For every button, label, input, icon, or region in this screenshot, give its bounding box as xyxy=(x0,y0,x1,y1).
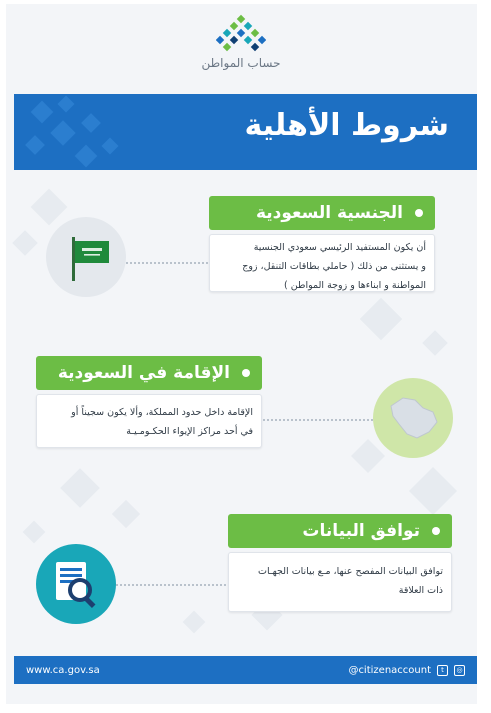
connector-dots xyxy=(126,262,208,264)
section-title-residency xyxy=(36,356,262,390)
social-handle[interactable]: @citizenaccount xyxy=(348,664,431,676)
card-line: و يستثنى من ذلك ( حاملي بطاقات التنقل، زوج xyxy=(242,261,426,272)
footer-bar xyxy=(14,656,477,684)
card-line: المواطنة و ابناءها و زوجة المواطن ) xyxy=(283,280,426,291)
section-title-text: الجنسية السعودية xyxy=(255,203,403,223)
connector-dots xyxy=(116,584,226,586)
card-line: في أحد مراكز الإيواء الحكـومـيـة xyxy=(126,426,253,437)
title-banner xyxy=(14,94,477,170)
card-line: توافق البيانات المفصح عنها، مـع بيانات الجهـات xyxy=(258,566,443,577)
section-card-nationality xyxy=(209,234,435,292)
card-line: ذات العلاقة xyxy=(398,585,443,596)
card-line: الإقامة داخل حدود المملكة، وألا يكون سجيناً أو xyxy=(71,407,253,418)
social-group xyxy=(348,665,465,676)
connector-dots xyxy=(263,419,373,421)
section-title-nationality xyxy=(209,196,435,230)
infographic xyxy=(6,4,477,704)
bullet-icon xyxy=(432,527,440,535)
map-circle xyxy=(373,378,453,458)
saudi-flag-icon xyxy=(46,217,126,297)
twitter-icon[interactable]: t xyxy=(437,665,448,676)
website-link[interactable]: www.ca.gov.sa xyxy=(26,664,100,676)
page-title: شروط الأهلية xyxy=(244,108,449,143)
card-line: أن يكون المستفيد الرئيسي سعودي الجنسية xyxy=(253,242,426,253)
document-circle xyxy=(36,544,116,624)
citizen-account-logo xyxy=(186,14,296,76)
section-card-data-match xyxy=(228,552,452,612)
instagram-icon[interactable]: ◎ xyxy=(454,665,465,676)
saudi-map-icon xyxy=(373,378,453,458)
logo-mark-icon xyxy=(216,14,266,54)
logo-text: حساب المواطن xyxy=(201,56,281,70)
section-title-data-match xyxy=(228,514,452,548)
bullet-icon xyxy=(242,369,250,377)
bullet-icon xyxy=(415,209,423,217)
document-search-icon xyxy=(36,544,116,624)
section-title-text: توافق البيانات xyxy=(302,521,420,541)
flag-circle xyxy=(46,217,126,297)
section-card-residency xyxy=(36,394,262,448)
section-title-text: الإقامة في السعودية xyxy=(57,363,230,383)
